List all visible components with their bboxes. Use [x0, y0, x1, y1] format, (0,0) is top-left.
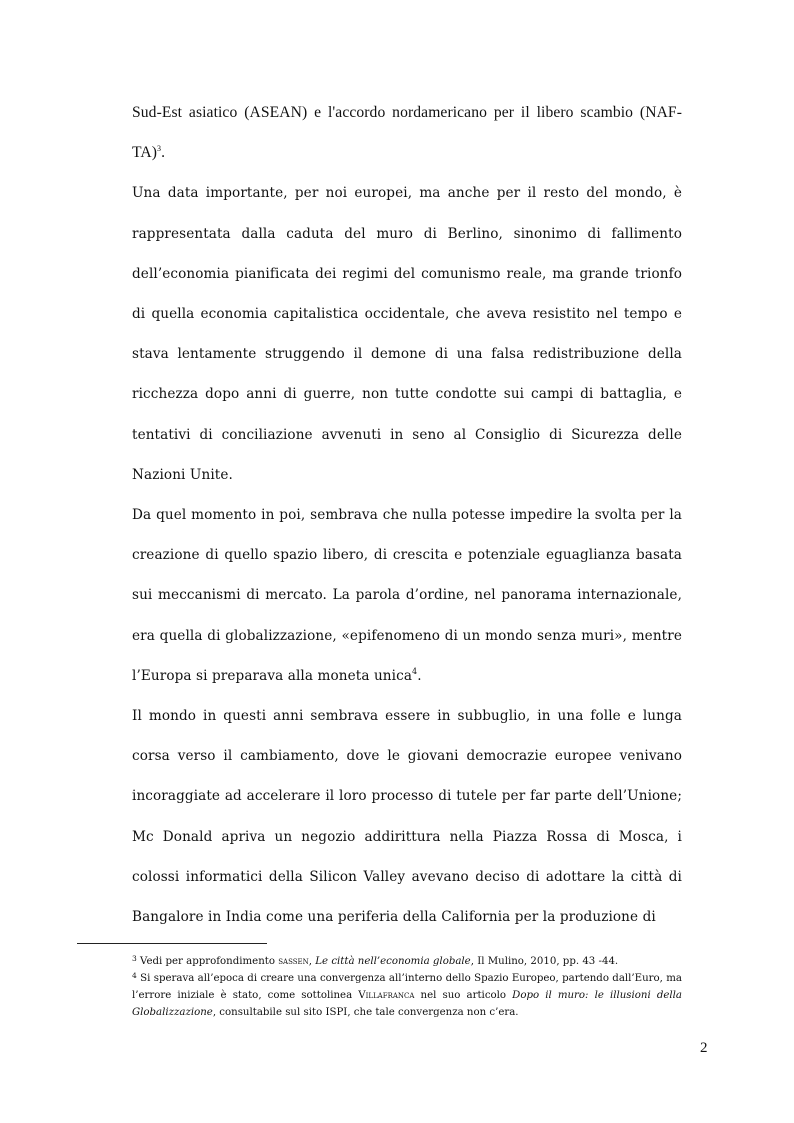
footnote-separator — [77, 943, 267, 944]
footnote-4-author: Villafranca — [358, 990, 415, 1001]
footnote-3-author: sassen — [278, 956, 309, 967]
paragraph-1-end: . — [161, 144, 166, 162]
footnotes — [132, 953, 682, 1021]
paragraph-1 — [132, 93, 682, 173]
footnote-3-title: Le città nell’economia globale — [315, 956, 471, 967]
footnote-4-lead: Si sperava all’epoca di creare una convergenza all’interno dello Spazio Europeo, partendo dall’Euro, ma l’errore iniziale è stato, come sottolinea — [132, 973, 682, 1001]
paragraph-1-text: Sud-Est asiatico (ASEAN) e l'accordo nordamericano per il libero scambio (NAF-TA) — [132, 104, 682, 162]
footnote-3-number: 3 — [132, 954, 137, 963]
paragraph-4: Il mondo in questi anni sembrava essere in subbuglio, in una folle e lunga corsa verso il cambiamento, dove le giovani democrazie europee venivano incoraggiate ad accelerare il loro processo di tutele per far parte dell’Unione; Mc Donald apriva un negozio addirittura nella Piazza Rossa di Mosca, i colossi informatici della Silicon Valley avevano deciso di adottare la città di Bangalore in India come una periferia della California per la produzione di — [132, 708, 682, 926]
footnote-3 — [132, 953, 682, 970]
paragraph-3 — [132, 495, 682, 696]
footnote-3-lead: Vedi per approfondimento — [136, 956, 279, 967]
page-number: 2 — [700, 1040, 708, 1056]
footnote-3-sep: , — [308, 956, 316, 967]
footnote-4-mid: nel suo articolo — [414, 990, 513, 1001]
footnote-ref-3[interactable]: 3 — [157, 144, 162, 154]
body-text — [132, 93, 682, 937]
paragraph-2: Una data importante, per noi europei, ma anche per il resto del mondo, è rappresentata dalla caduta del muro di Berlino, sinonimo di fallimento dell’economia pianificata dei regimi del comunismo reale, ma grande trionfo di quella economia capitalistica occidentale, che aveva resistito nel tempo e stava lentamente struggendo il demone di una falsa redistribuzione della ricchezza dopo anni di guerre, non tutte condotte sui campi di battaglia, e tentativi di conciliazione avvenuti in seno al Consiglio di Sicurezza delle Nazioni Unite. — [132, 185, 682, 483]
footnote-4-rest: , consultabile sul sito ISPI, che tale convergenza non c’era. — [212, 1007, 519, 1018]
footnote-4 — [132, 970, 682, 1021]
footnote-4-title: Dopo il muro: le illusioni della Globalizzazione — [132, 990, 682, 1018]
footnote-3-rest: , Il Mulino, 2010, pp. 43 -44. — [470, 956, 619, 967]
paragraph-3-text: Da quel momento in poi, sembrava che nulla potesse impedire la svolta per la creazione di quello spazio libero, di crescita e potenziale eguaglianza basata sui meccanismi di mercato. La parola d’ordine, nel panorama internazionale, era quella di globalizzazione, «epifenomeno di un mondo senza muri», mentre l’Europa si preparava alla moneta unica — [132, 507, 682, 684]
paragraph-3-end: . — [417, 667, 422, 684]
footnote-ref-4[interactable]: 4 — [412, 666, 418, 676]
footnote-4-number: 4 — [132, 971, 137, 980]
